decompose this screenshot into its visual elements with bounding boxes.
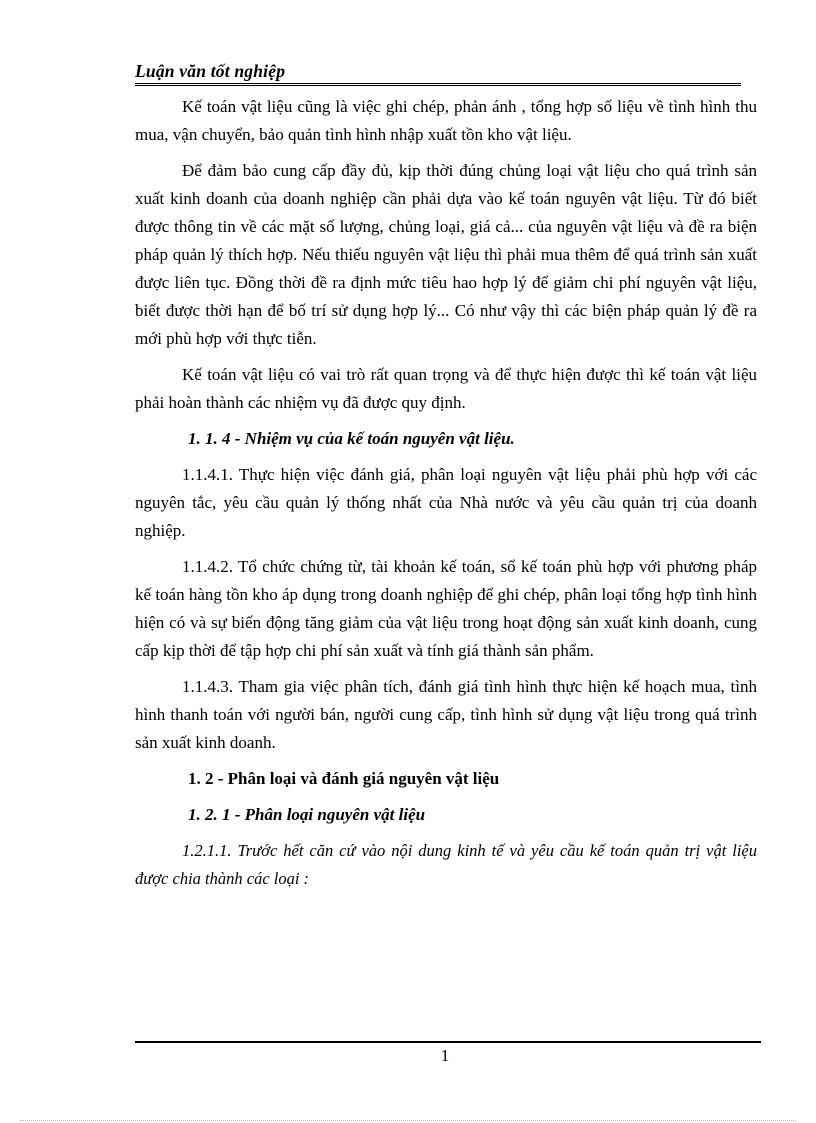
section-heading-1-2-1: 1. 2. 1 - Phân loại nguyên vật liệu <box>188 805 426 824</box>
header-title: Luận văn tốt nghiệp <box>135 61 286 81</box>
page-number: 1 <box>440 1046 450 1065</box>
paragraph-2: Để đảm bảo cung cấp đầy đủ, kịp thời đúng chủng loại vật liệu cho quá trình sản xuất kinh doanh của doanh nghiệp cần phải dựa vào kế toán nguyên vật liệu. Từ đó biết được thông tin về các mặt số lượng, chủng loại, giá cả... của nguyên vật liệu và đề ra biện pháp quản lý thích hợp. Nếu thiếu nguyên vật liệu thì phải mua thêm để quá trình sản xuất được liên tục. Đồng thời đề ra định mức tiêu hao hợp lý để giảm chi phí nguyên vật liệu, biết được thời hạn để bố trí sử dụng hợp lý... Có như vậy thì các biện pháp quản lý đề ra mới phù hợp với thực tiễn. <box>135 161 757 348</box>
paragraph-1: Kế toán vật liệu cũng là việc ghi chép, phản ánh , tổng hợp số liệu về tình hình thu mua, vận chuyển, bảo quản tình hình nhập xuất tồn kho vật liệu. <box>135 97 757 144</box>
footer-divider <box>135 1041 761 1043</box>
section-heading-1-2: 1. 2 - Phân loại và đánh giá nguyên vật liệu <box>188 769 500 788</box>
paragraph-1-1-4-2: 1.1.4.2. Tổ chức chứng từ, tài khoản kế toán, sổ kế toán phù hợp với phương pháp kế toán hàng tồn kho áp dụng trong doanh nghiệp để ghi chép, phân loại tổng hợp tình hình hiện có và sự biến động tăng giảm của vật liệu trong hoạt động sản xuất kinh doanh, cung cấp kịp thời để tập hợp chi phí sản xuất và tính giá thành sản phẩm. <box>135 557 757 660</box>
paragraph-3: Kế toán vật liệu có vai trò rất quan trọng và để thực hiện được thì kế toán vật liệu phải hoàn thành các nhiệm vụ đã được quy định. <box>135 365 757 412</box>
page-bottom-edge <box>20 1120 796 1121</box>
paragraph-1-1-4-3: 1.1.4.3. Tham gia việc phân tích, đánh giá tình hình thực hiện kế hoạch mua, tình hình thanh toán với người bán, người cung cấp, tình hình sử dụng vật liệu trong quá trình sản xuất kinh doanh. <box>135 677 757 752</box>
document-body <box>135 93 757 901</box>
page-header <box>135 60 741 86</box>
section-heading-1-1-4: 1. 1. 4 - Nhiệm vụ của kế toán nguyên vật liệu. <box>188 429 515 448</box>
paragraph-1-1-4-1: 1.1.4.1. Thực hiện việc đánh giá, phân loại nguyên vật liệu phải phù hợp với các nguyên tắc, yêu cầu quản lý thống nhất của Nhà nước và yêu cầu quản trị của doanh nghiệp. <box>135 465 757 540</box>
paragraph-1-2-1-1: 1.2.1.1. Trước hết căn cứ vào nội dung kinh tế và yêu cầu kế toán quản trị vật liệu được chia thành các loại : <box>135 841 757 888</box>
